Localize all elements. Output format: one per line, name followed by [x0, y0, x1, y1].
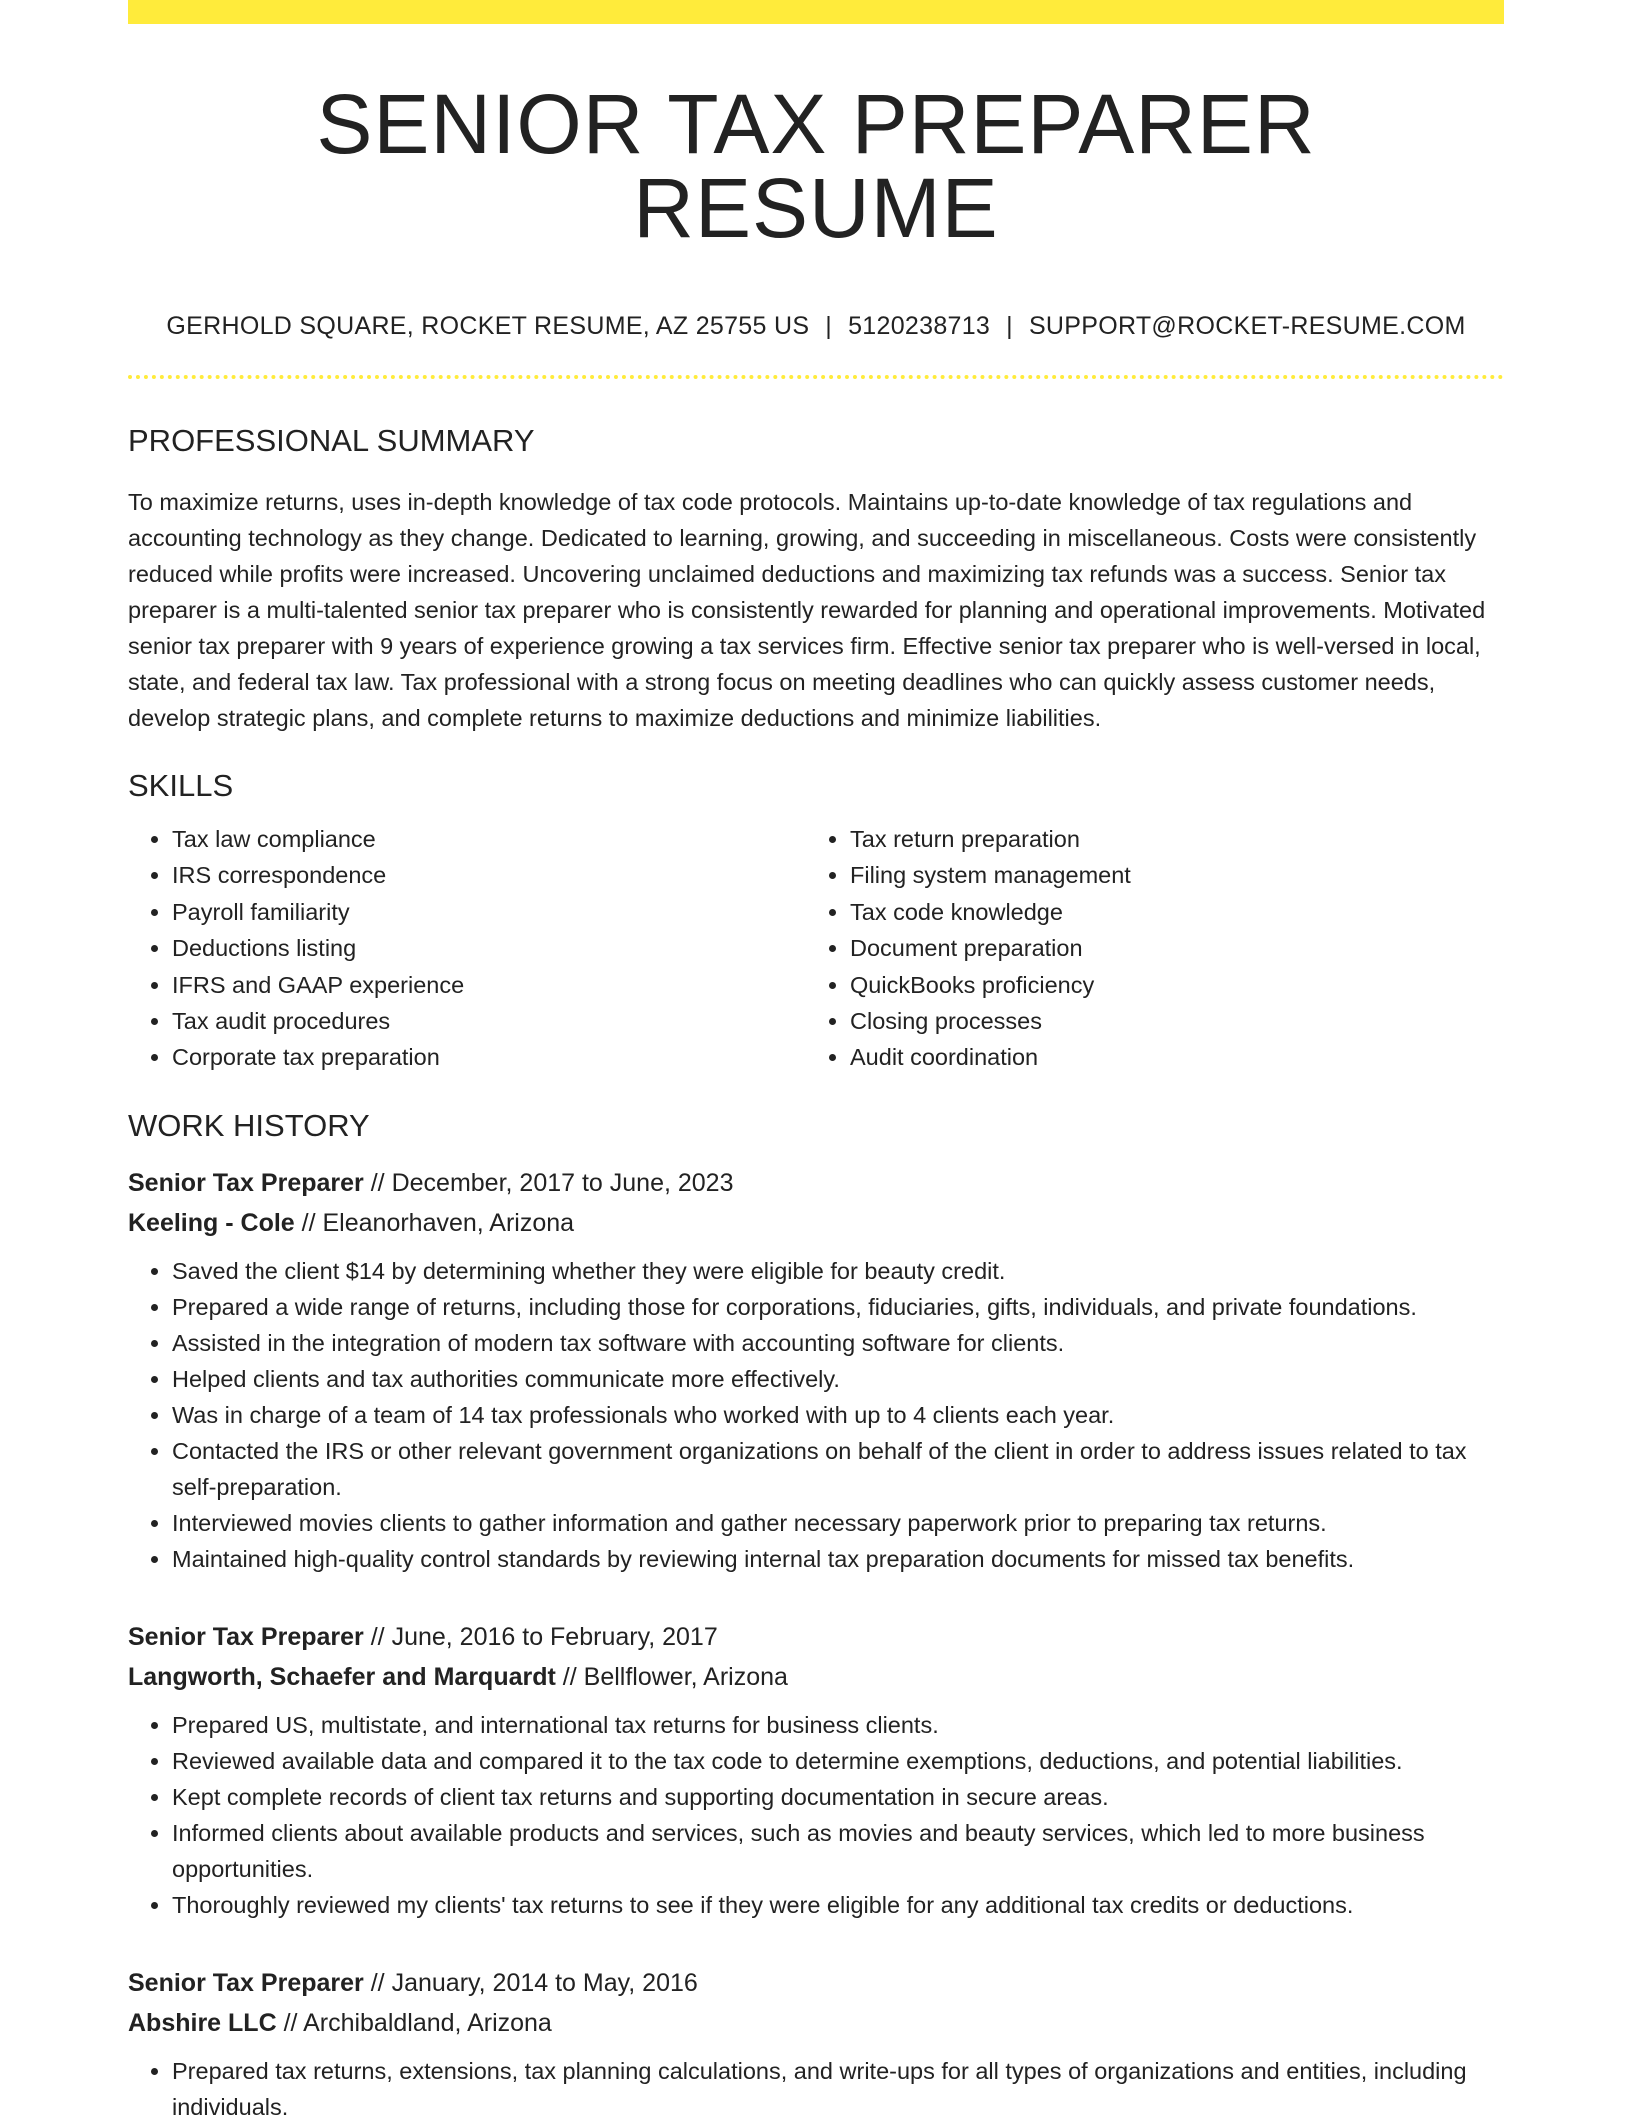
job-bullet: • Saved the client $14 by determining whether they were eligible for beauty credit.: [172, 1253, 1504, 1289]
contact-address: GERHOLD SQUARE, ROCKET RESUME, AZ 25755 US: [166, 312, 810, 340]
job-entry: [128, 1617, 1504, 1923]
job-location: Eleanorhaven, Arizona: [322, 1208, 575, 1237]
skill-item: • Tax audit procedures: [172, 1003, 806, 1039]
job-role-line: [128, 1617, 1504, 1657]
job-role-line: [128, 1963, 1504, 2003]
job-bullet: • Interviewed movies clients to gather information and gather necessary paperwork prior to preparing tax returns.: [172, 1505, 1504, 1541]
skill-item: • QuickBooks proficiency: [850, 967, 1484, 1003]
contact-separator: |: [1006, 312, 1013, 340]
job-separator: //: [370, 1168, 385, 1197]
contact-email[interactable]: SUPPORT@ROCKET-RESUME.COM: [1028, 312, 1466, 340]
resume-title: SENIOR TAX PREPARER RESUME: [316, 77, 1316, 255]
job-bullet: • Thoroughly reviewed my clients' tax returns to see if they were eligible for any additional tax credits or deductions.: [172, 1887, 1504, 1923]
job-bullet: • Informed clients about available products and services, such as movies and beauty services, which led to more business opportunities.: [172, 1815, 1504, 1887]
dotted-divider: [128, 375, 1504, 379]
job-role: Senior Tax Preparer: [128, 1622, 364, 1651]
skill-item: • Tax code knowledge: [850, 894, 1484, 930]
job-entry: [128, 1163, 1504, 1577]
job-entry: [128, 1963, 1504, 2125]
job-bullet: • Was in charge of a team of 14 tax professionals who worked with up to 4 clients each year.: [172, 1397, 1504, 1433]
job-bullet: • Reviewed available data and compared it to the tax code to determine exemptions, deductions, and potential liabilities.: [172, 1743, 1504, 1779]
job-role: Senior Tax Preparer: [128, 1968, 364, 1997]
contact-separator: |: [825, 312, 833, 340]
job-location: Archibaldland, Arizona: [303, 2008, 552, 2037]
skill-item: • Document preparation: [850, 930, 1484, 966]
job-bullet: • Helped clients and tax authorities communicate more effectively.: [172, 1361, 1504, 1397]
job-dates: June, 2016 to February, 2017: [391, 1622, 718, 1651]
skill-item: • Audit coordination: [850, 1039, 1484, 1075]
skill-item: • Closing processes: [850, 1003, 1484, 1039]
job-company: Abshire LLC: [128, 2008, 277, 2037]
job-company: Langworth, Schaefer and Marquardt: [128, 1662, 556, 1691]
job-separator: //: [370, 1622, 385, 1651]
skill-item: • Tax law compliance: [172, 821, 806, 857]
job-role: Senior Tax Preparer: [128, 1168, 364, 1197]
job-company-line: [128, 1657, 1504, 1697]
work-history-list: [128, 1163, 1504, 2125]
job-separator: //: [301, 1208, 316, 1237]
job-bullet: • Assisted in the integration of modern tax software with accounting software for clients.: [172, 1325, 1504, 1361]
job-separator: //: [283, 2008, 298, 2037]
job-separator: //: [562, 1662, 577, 1691]
skill-item: • Tax return preparation: [850, 821, 1484, 857]
skill-item: • IRS correspondence: [172, 857, 806, 893]
skill-item: • Deductions listing: [172, 930, 806, 966]
job-dates: December, 2017 to June, 2023: [391, 1168, 734, 1197]
job-bullet: • Kept complete records of client tax returns and supporting documentation in secure areas.: [172, 1779, 1504, 1815]
skills-list: [128, 821, 1504, 1076]
job-bullet: • Prepared a wide range of returns, including those for corporations, fiduciaries, gifts, individuals, and private foundations.: [172, 1289, 1504, 1325]
job-separator: //: [370, 1968, 385, 1997]
contact-line: [128, 314, 1504, 339]
skills-column-right: [806, 821, 1484, 1076]
job-company: Keeling - Cole: [128, 1208, 295, 1237]
job-company-line: [128, 2003, 1504, 2043]
skills-heading: SKILLS: [128, 768, 234, 803]
top-accent-bar: [128, 0, 1504, 24]
skill-item: • Filing system management: [850, 857, 1484, 893]
job-bullet: • Prepared tax returns, extensions, tax planning calculations, and write-ups for all types of organizations and entities, including individuals.: [172, 2053, 1504, 2125]
skill-item: • Payroll familiarity: [172, 894, 806, 930]
resume-page: [128, 0, 1504, 2125]
job-bullets: [128, 2053, 1504, 2125]
skills-column-left: [128, 821, 806, 1076]
job-location: Bellflower, Arizona: [583, 1662, 788, 1691]
skill-item: • Corporate tax preparation: [172, 1039, 806, 1075]
contact-phone[interactable]: 5120238713: [848, 312, 991, 340]
summary-text: To maximize returns, uses in-depth knowledge of tax code protocols. Maintains up-to-date knowledge of tax regulations and accounting technology as they change. Dedicated to learning, growing, and succeeding in miscellaneous. Costs were consistently reduced while profits were increased. Uncovering unclaimed deductions and maximizing tax refunds was a success. Senior tax preparer is a multi-talented senior tax preparer who is consistently rewarded for planning and operational improvements. Motivated senior tax preparer with 9 years of experience growing a tax services firm. Effective senior tax preparer who is well-versed in local, state, and federal tax law. Tax professional with a strong focus on meeting deadlines who can quickly assess customer needs, develop strategic plans, and complete returns to maximize deductions and minimize liabilities.: [128, 489, 1486, 731]
job-role-line: [128, 1163, 1504, 1203]
job-bullet: • Maintained high-quality control standards by reviewing internal tax preparation documents for missed tax benefits.: [172, 1541, 1504, 1577]
summary-heading: PROFESSIONAL SUMMARY: [128, 423, 535, 458]
job-bullets: [128, 1253, 1504, 1577]
job-bullet: • Prepared US, multistate, and international tax returns for business clients.: [172, 1707, 1504, 1743]
job-company-line: [128, 1203, 1504, 1243]
job-bullets: [128, 1707, 1504, 1923]
job-bullet: • Contacted the IRS or other relevant government organizations on behalf of the client in order to address issues related to tax self-preparation.: [172, 1433, 1504, 1505]
job-dates: January, 2014 to May, 2016: [391, 1968, 698, 1997]
skill-item: • IFRS and GAAP experience: [172, 967, 806, 1003]
work-history-heading: WORK HISTORY: [128, 1107, 370, 1143]
